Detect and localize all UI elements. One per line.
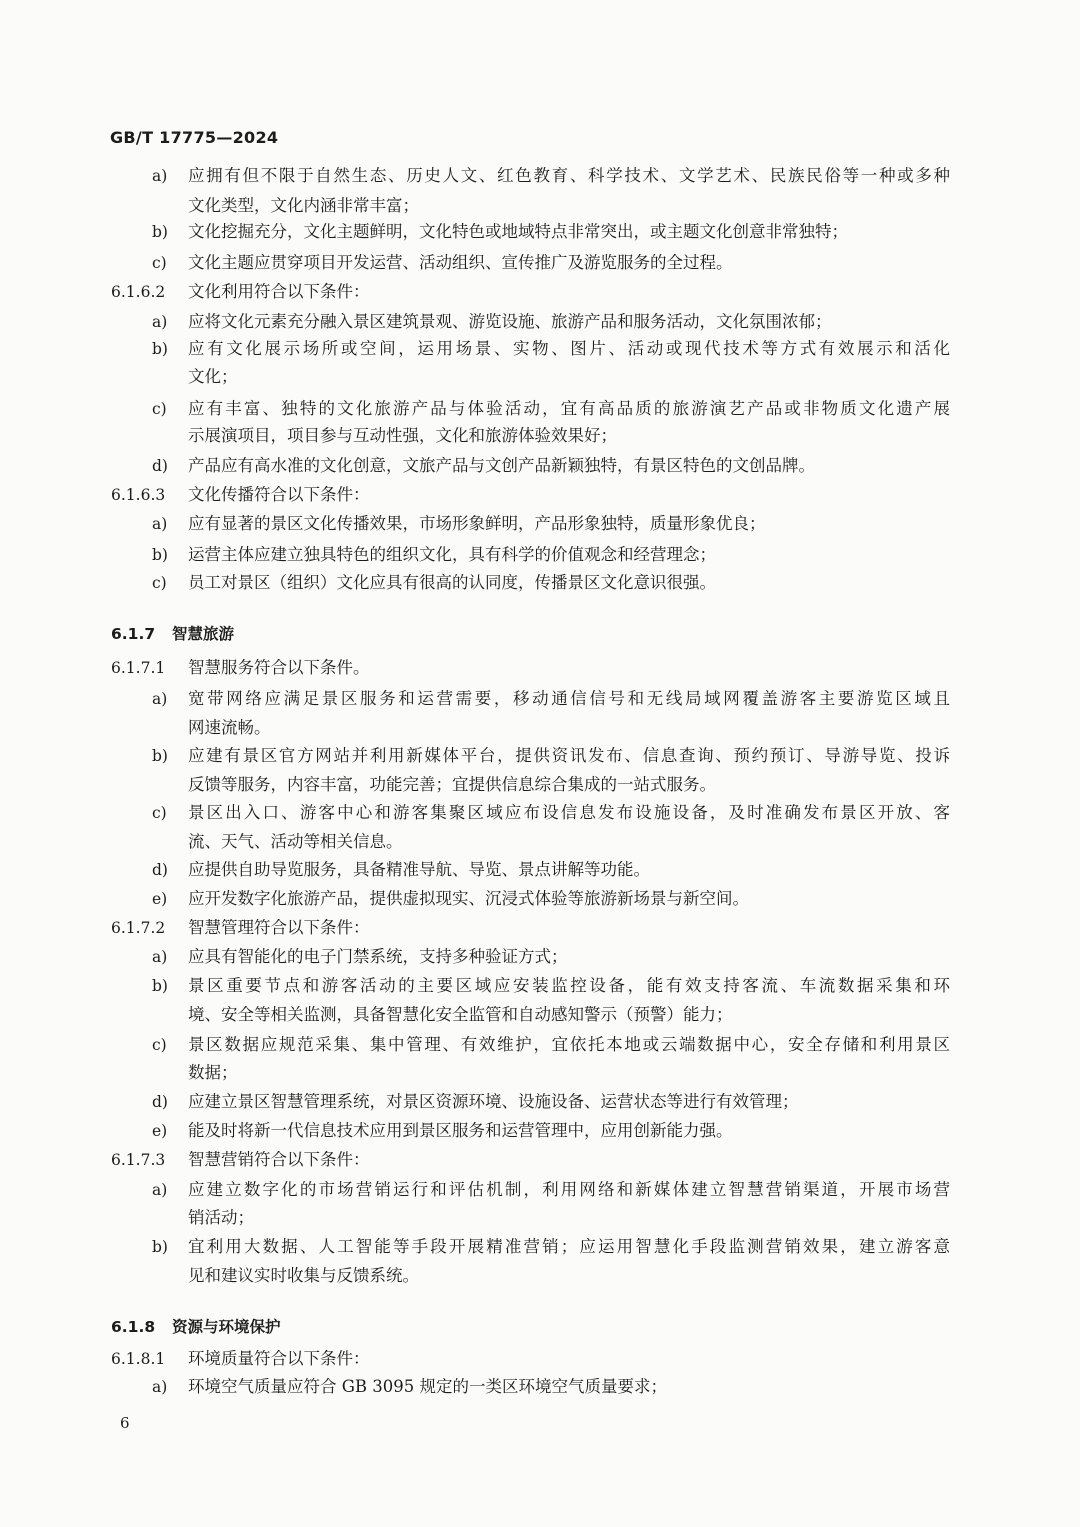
list-item-label: b): [152, 977, 168, 995]
list-item-text: 文化挖掘充分，文化主题鲜明，文化特色或地域特点非常突出，或主题文化创意非常独特；: [188, 222, 848, 241]
list-item-label: a): [152, 1378, 168, 1396]
list-item-label: a): [152, 948, 168, 966]
clause-number: 6.1.7.2: [111, 919, 166, 937]
list-item-text: 宽带网络应满足景区服务和运营需要，移动通信信号和无线局域网覆盖游客主要游览区域且: [188, 689, 950, 708]
list-item-text: 应建立数字化的市场营销运行和评估机制，利用网络和新媒体建立智慧营销渠道，开展市场营: [188, 1180, 950, 1199]
list-item-label: d): [152, 861, 168, 879]
list-item-label: c): [152, 400, 167, 418]
list-item-text: 应将文化元素充分融入景区建筑景观、游览设施、旅游产品和服务活动，文化氛围浓郁；: [188, 312, 832, 331]
list-item-label: c): [152, 574, 167, 592]
list-item-text: 能及时将新一代信息技术应用到景区服务和运营管理中，应用创新能力强。: [188, 1121, 733, 1140]
clause-text: 环境质量符合以下条件：: [188, 1349, 370, 1368]
list-item-text: 文化；: [188, 367, 238, 386]
section-number: 6.1.7: [111, 625, 156, 643]
list-item-text: 产品应有高水准的文化创意，文旅产品与文创产品新颖独特，有景区特色的文创品牌。: [188, 456, 815, 475]
clause-number: 6.1.7.1: [111, 659, 166, 677]
clause-text: 智慧服务符合以下条件。: [188, 658, 370, 677]
list-item-label: a): [152, 167, 168, 185]
clause-number: 6.1.8.1: [111, 1350, 166, 1368]
list-item-label: a): [152, 690, 168, 708]
clause-number: 6.1.7.3: [111, 1151, 166, 1169]
list-item-text: 运营主体应建立独具特色的组织文化，具有科学的价值观念和经营理念；: [188, 545, 716, 564]
list-item-text: 网速流畅。: [188, 718, 271, 737]
list-item-text: 流、天气、活动等相关信息。: [188, 832, 403, 851]
list-item-label: d): [152, 457, 168, 475]
list-item-label: c): [152, 804, 167, 822]
list-item-text: 应有显著的景区文化传播效果，市场形象鲜明，产品形象独特，质量形象优良；: [188, 514, 766, 533]
clause-number: 6.1.6.3: [111, 486, 166, 504]
list-item-text: 应开发数字化旅游产品，提供虚拟现实、沉浸式体验等旅游新场景与新空间。: [188, 889, 749, 908]
list-item-text: 应拥有但不限于自然生态、历史人文、红色教育、科学技术、文学艺术、民族民俗等一种或多种: [188, 166, 950, 185]
list-item-text: 文化类型，文化内涵非常丰富；: [188, 196, 419, 215]
list-item-label: a): [152, 515, 168, 533]
list-item-label: b): [152, 546, 168, 564]
list-item-text: 应建立景区智慧管理系统，对景区资源环境、设施设备、运营状态等进行有效管理；: [188, 1092, 799, 1111]
clause-text: 智慧管理符合以下条件：: [188, 918, 370, 937]
list-item-text: 数据；: [188, 1063, 238, 1082]
list-item-label: d): [152, 1093, 168, 1111]
list-item-text: 景区数据应规范采集、集中管理、有效维护，宜依托本地或云端数据中心，安全存储和利用景区: [188, 1035, 950, 1054]
list-item-text: 环境空气质量应符合 GB 3095 规定的一类区环境空气质量要求；: [188, 1377, 668, 1396]
list-item-text: 见和建议实时收集与反馈系统。: [188, 1266, 419, 1285]
list-item-text: 应有文化展示场所或空间，运用场景、实物、图片、活动或现代技术等方式有效展示和活化: [188, 339, 950, 358]
list-item-label: b): [152, 223, 168, 241]
list-item-text: 员工对景区（组织）文化应具有很高的认同度，传播景区文化意识很强。: [188, 573, 716, 592]
section-number: 6.1.8: [111, 1318, 156, 1336]
list-item-label: b): [152, 1238, 168, 1256]
clause-number: 6.1.6.2: [111, 283, 166, 301]
page-number: 6: [120, 1414, 130, 1432]
clause-text: 智慧营销符合以下条件：: [188, 1150, 370, 1169]
list-item-text: 销活动；: [188, 1208, 254, 1227]
list-item-label: a): [152, 1181, 168, 1199]
list-item-text: 景区重要节点和游客活动的主要区域应安装监控设备，能有效支持客流、车流数据采集和环: [188, 976, 950, 995]
list-item-label: e): [152, 1122, 168, 1140]
list-item-text: 应具有智能化的电子门禁系统，支持多种验证方式；: [188, 947, 568, 966]
list-item-text: 示展演项目，项目参与互动性强，文化和旅游体验效果好；: [188, 426, 617, 445]
list-item-text: 宜利用大数据、人工智能等手段开展精准营销；应运用智慧化手段监测营销效果，建立游客意: [188, 1237, 950, 1256]
list-item-text: 应有丰富、独特的文化旅游产品与体验活动，宜有高品质的旅游演艺产品或非物质文化遗产展: [188, 399, 950, 418]
list-item-label: c): [152, 254, 167, 272]
standard-code-header: GB/T 17775—2024: [110, 128, 279, 147]
list-item-text: 应建有景区官方网站并利用新媒体平台，提供资讯发布、信息查询、预约预订、导游导览、投诉: [188, 746, 950, 765]
clause-text: 文化利用符合以下条件：: [188, 282, 370, 301]
list-item-label: a): [152, 313, 168, 331]
list-item-label: e): [152, 890, 168, 908]
list-item-label: b): [152, 340, 168, 358]
list-item-text: 应提供自助导览服务，具备精准导航、导览、景点讲解等功能。: [188, 860, 650, 879]
section-title: 资源与环境保护: [172, 1318, 281, 1336]
list-item-label: c): [152, 1036, 167, 1054]
list-item-text: 境、安全等相关监测，具备智慧化安全监管和自动感知警示（预警）能力；: [188, 1005, 733, 1024]
list-item-text: 文化主题应贯穿项目开发运营、活动组织、宣传推广及游览服务的全过程。: [188, 253, 733, 272]
list-item-text: 反馈等服务，内容丰富，功能完善；宜提供信息综合集成的一站式服务。: [188, 775, 716, 794]
clause-text: 文化传播符合以下条件：: [188, 485, 370, 504]
list-item-text: 景区出入口、游客中心和游客集聚区域应布设信息发布设施设备，及时准确发布景区开放、客: [188, 803, 950, 822]
list-item-label: b): [152, 747, 168, 765]
section-title: 智慧旅游: [172, 625, 235, 643]
